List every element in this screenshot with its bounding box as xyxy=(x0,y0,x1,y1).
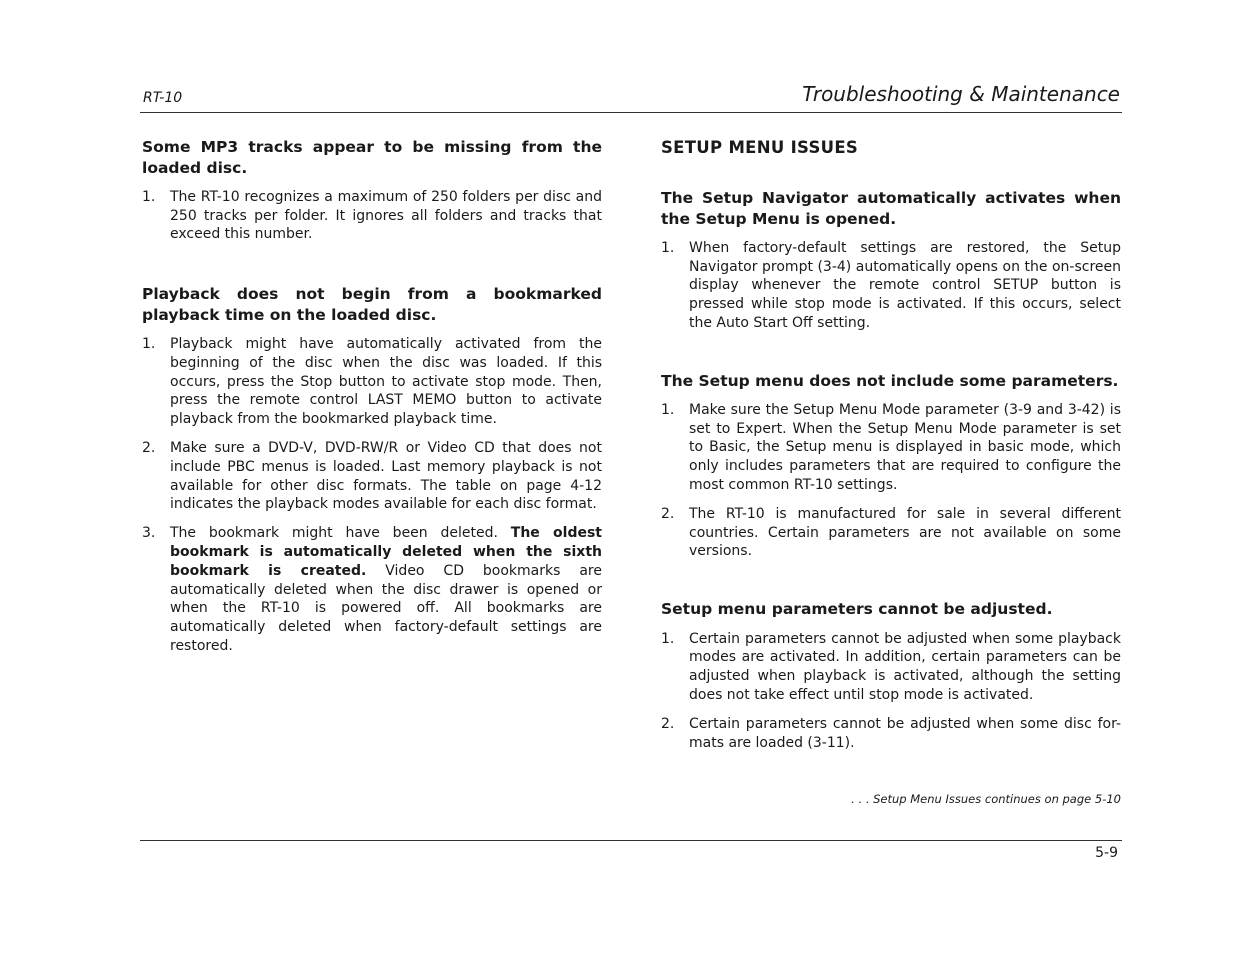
topic-heading-adjust: Setup menu parameters cannot be adjusted. xyxy=(661,600,1053,619)
list-item-number: 1. xyxy=(142,336,156,353)
list-item-text-start: The bookmark might have been deleted. xyxy=(170,525,511,542)
list-item-number: 2. xyxy=(661,506,675,523)
continuation-note: . . . Setup Menu Issues continues on page 5-10 xyxy=(851,792,1121,806)
section-title: SETUP MENU ISSUES xyxy=(661,138,859,157)
list-item-text: The RT-10 is manufactured for sale in several different countries. Certain parameters are not available on some versions. xyxy=(689,506,1121,560)
header-rule xyxy=(140,112,1122,113)
list-item-text xyxy=(170,525,602,653)
list-item-text-end: Video CD bookmarks are automatically deleted when the disc drawer is opened or when the RT-10 is powered off. All bookmarks are automatically deleted when factory-default settings are restored. xyxy=(170,562,602,654)
list-item xyxy=(142,335,602,429)
list-item-number: 2. xyxy=(142,440,156,457)
list-item-text: Make sure the Setup Menu Mode parameter (3-9 and 3-42) is set to Expert. When the Setup Menu Mode parameter is set to Basic, the Setup menu is displayed in basic mode, which only includes parameters that are required to configure the most common RT-10 settings. xyxy=(689,402,1121,493)
list-item-text: Certain parameters cannot be adjusted when some disc for-mats are loaded (3-11). xyxy=(689,715,1121,751)
list-item xyxy=(142,524,602,655)
topic-heading-parameters: The Setup menu does not include some parameters. xyxy=(661,371,1119,390)
page-number: 5-9 xyxy=(1095,845,1118,861)
list-item-text: Playback might have automatically activated from the beginning of the disc when the disc was loaded. If this occurs, press the Stop button to activate stop mode. Then, press the remote control LAST MEMO button to activate playback from the bookmarked playback time. xyxy=(170,336,602,427)
list-item-text: When factory-default settings are restored, the Setup Navigator prompt (3-4) automatically opens on the on-screen display whenever the remote control SETUP button is pressed while stop mode is activated. If this occurs, select the Auto Start Off setting. xyxy=(689,240,1121,331)
list-item xyxy=(661,401,1121,495)
topic-heading-navigator: The Setup Navigator automatically activates when the Setup Menu is opened. xyxy=(661,189,1121,228)
list-item xyxy=(142,188,602,244)
topic-list-adjust xyxy=(661,630,1121,753)
list-item xyxy=(661,239,1121,333)
list-item-number: 1. xyxy=(661,240,675,256)
list-item xyxy=(661,715,1121,752)
list-item-bold-note: The oldest bookmark is automatically deleted when the sixth bookmark is created. xyxy=(170,525,602,579)
topic-heading-mp3: Some MP3 tracks appear to be missing from the loaded disc. xyxy=(142,138,602,177)
list-item-number: 1. xyxy=(661,630,675,647)
footer-rule xyxy=(140,840,1122,841)
list-item xyxy=(142,439,602,514)
topic-heading-bookmark: Playback does not begin from a bookmarked playback time on the loaded disc. xyxy=(142,285,602,324)
list-item-number: 2. xyxy=(661,715,675,732)
topic-list-parameters xyxy=(661,401,1121,561)
list-item-number: 1. xyxy=(661,402,675,419)
header-section-title: Troubleshooting & Maintenance xyxy=(802,82,1120,106)
list-item xyxy=(661,630,1121,705)
list-item xyxy=(661,505,1121,561)
list-item-number: 3. xyxy=(142,525,156,542)
list-item-text: Certain parameters cannot be adjusted when some playback modes are activated. In addition, certain parameters can be adjusted when playback is activated, although the setting does not take effect until stop mode is activated. xyxy=(689,630,1121,703)
topic-list-navigator xyxy=(661,239,1121,333)
left-column xyxy=(142,137,602,666)
list-item-number: 1. xyxy=(142,189,156,205)
header-doc-id: RT-10 xyxy=(143,90,183,106)
list-item-text: The RT-10 recognizes a maximum of 250 folders per disc and 250 tracks per folder. It ignores all folders and tracks that exceed this number. xyxy=(170,189,602,243)
topic-list-mp3 xyxy=(142,188,602,244)
right-column xyxy=(661,137,1121,763)
list-item-text: Make sure a DVD-V, DVD-RW/R or Video CD that does not include PBC menus is loaded. Last memory playback is not available for other disc formats. The table on page 4-12 indicates the playback modes available for each disc format. xyxy=(170,440,602,513)
topic-list-bookmark xyxy=(142,335,602,655)
